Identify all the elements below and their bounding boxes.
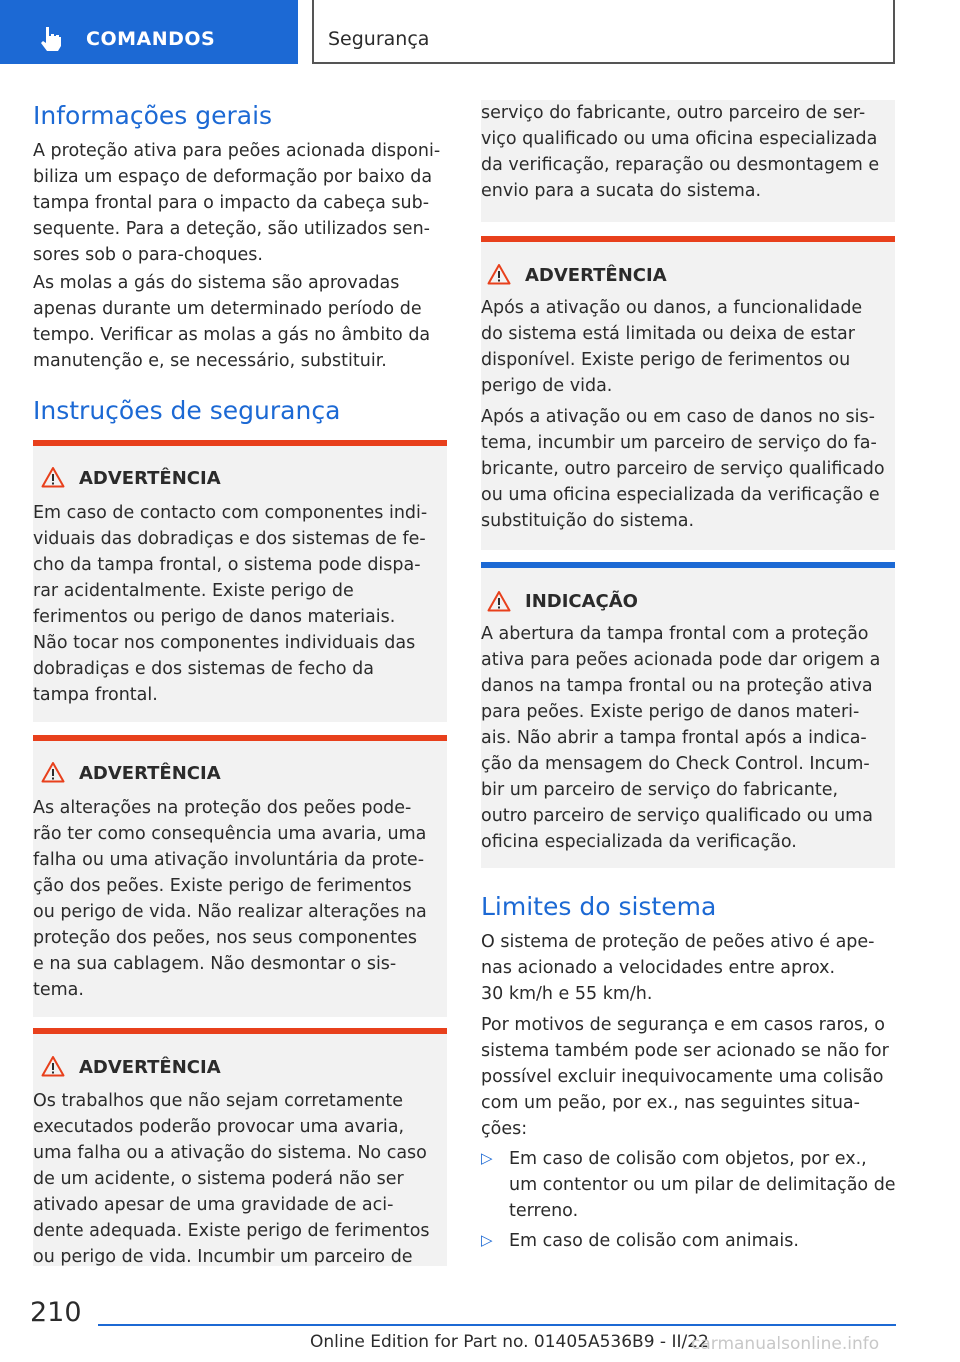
warning-title: ADVERTÊNCIA [79, 763, 221, 784]
section-tab[interactable] [0, 0, 298, 64]
heading-general-info: Informações gerais [33, 101, 273, 130]
warning-text: serviço do fabricante, outro parceiro de ser- viço qualificado ou uma oficina especializada da verificação, reparação ou desmontagem e envio para a sucata do sistema. [481, 103, 880, 201]
notice-box [481, 562, 895, 868]
hand-pointer-icon [38, 26, 64, 52]
general-info-paragraph-2: As molas a gás do sistema são aprovadas apenas durante um determinado período de tempo. Verificar as molas a gás no âmbito da manutenção e, se necessário, substituir. [33, 273, 431, 371]
bullet-item-1: Em caso de colisão com objetos, por ex., um contentor ou um pilar de delimitação de terreno. [509, 1149, 896, 1221]
warning-text-2: Após a ativação ou em caso de danos no sis- tema, incumbir um parceiro de serviço do fa- bricante, outro parceiro de serviço qualificado ou uma oficina especializada da verificação e substituição do sistema. [481, 407, 885, 531]
bullet-item-2: Em caso de colisão com animais. [509, 1231, 799, 1251]
warning-title: ADVERTÊNCIA [79, 468, 221, 489]
warning-title: ADVERTÊNCIA [525, 265, 667, 286]
warning-text: Os trabalhos que não sejam corretamente executados poderão provocar uma avaria, uma falha ou a ativação do sistema. No caso de um acidente, o sistema poderá não ser ativado apesar de uma gravidade de aci- dente adequada. Existe perigo de ferimentos ou perigo de vida. Incumbir um parceiro de [33, 1091, 430, 1267]
chapter-label: Segurança [328, 28, 430, 50]
warning-box-3 [33, 1028, 447, 1266]
warning-triangle-icon [487, 263, 511, 285]
heading-system-limits: Limites do sistema [481, 892, 717, 921]
warning-text-1: Após a ativação ou danos, a funcionalidade do sistema está limitada ou deixa de estar disponível. Existe perigo de ferimentos ou perigo de vida. [481, 298, 863, 396]
section-label: COMANDOS [86, 28, 216, 50]
bullet-arrow-icon: ▷ [481, 1231, 493, 1249]
notice-triangle-icon [487, 590, 511, 612]
warning-bar [33, 735, 447, 741]
warning-title: ADVERTÊNCIA [79, 1057, 221, 1078]
warning-text: Em caso de contacto com componentes indi- viduais das dobradiças e dos sistemas de fe- cho da tampa frontal, o sistema pode dispa- rar acidentalmente. Existe perigo de ferimentos ou perigo de danos materiais. Não tocar nos componentes individuais das dobradiças e dos sistemas de fecho da tampa frontal. [33, 503, 428, 705]
warning-bar [481, 236, 895, 242]
warning-bar [33, 440, 447, 446]
edition-text: Online Edition for Part no. 01405A536B9 - II/22 [310, 1332, 709, 1352]
warning-triangle-icon [41, 1055, 65, 1077]
warning-box-3-continued [481, 100, 895, 222]
limits-paragraph-1: O sistema de proteção de peões ativo é ape- nas acionado a velocidades entre aprox. 30 km/h e 55 km/h. [481, 932, 875, 1004]
warning-triangle-icon [41, 466, 65, 488]
chapter-header [312, 0, 895, 64]
notice-bar [481, 562, 895, 568]
warning-box-2 [33, 735, 447, 1017]
footer-rule [98, 1324, 896, 1326]
warning-box-4 [481, 236, 895, 550]
limits-paragraph-2: Por motivos de segurança e em casos raros, o sistema também pode ser acionado se não for possível excluir inequivocamente uma colisão com um peão, por ex., nas seguintes situa- ções: [481, 1015, 889, 1139]
page-number: 210 [30, 1297, 82, 1328]
bullet-arrow-icon: ▷ [481, 1149, 493, 1167]
warning-text: As alterações na proteção dos peões pode- rão ter como consequência uma avaria, uma falha ou uma ativação involuntária da prote- ção dos peões. Existe perigo de ferimentos ou perigo de vida. Não realizar alterações na proteção dos peões, nos seus componentes e na sua cablagem. Não desmontar o sis- tema. [33, 798, 427, 1000]
notice-text: A abertura da tampa frontal com a proteção ativa para peões acionada pode dar origem a danos na tampa frontal ou na proteção ativa para peões. Existe perigo de danos materi- ais. Não abrir a tampa frontal após a indica- ção da mensagem do Check Control. Incum- bir um parceiro de serviço do fabricante, outro parceiro de serviço qualificado ou uma oficina especializada da verificação. [481, 624, 881, 852]
warning-box-1 [33, 440, 447, 722]
warning-bar [33, 1028, 447, 1034]
watermark: carmanualsonline.info [691, 1334, 880, 1354]
warning-triangle-icon [41, 761, 65, 783]
general-info-paragraph-1: A proteção ativa para peões acionada disponi- biliza um espaço de deformação por baixo da tampa frontal para o impacto da cabeça sub- sequente. Para a deteção, são utilizados sen- sores sob o para-choques. [33, 141, 441, 265]
heading-safety-instructions: Instruções de segurança [33, 396, 341, 425]
notice-title: INDICAÇÃO [525, 591, 638, 612]
